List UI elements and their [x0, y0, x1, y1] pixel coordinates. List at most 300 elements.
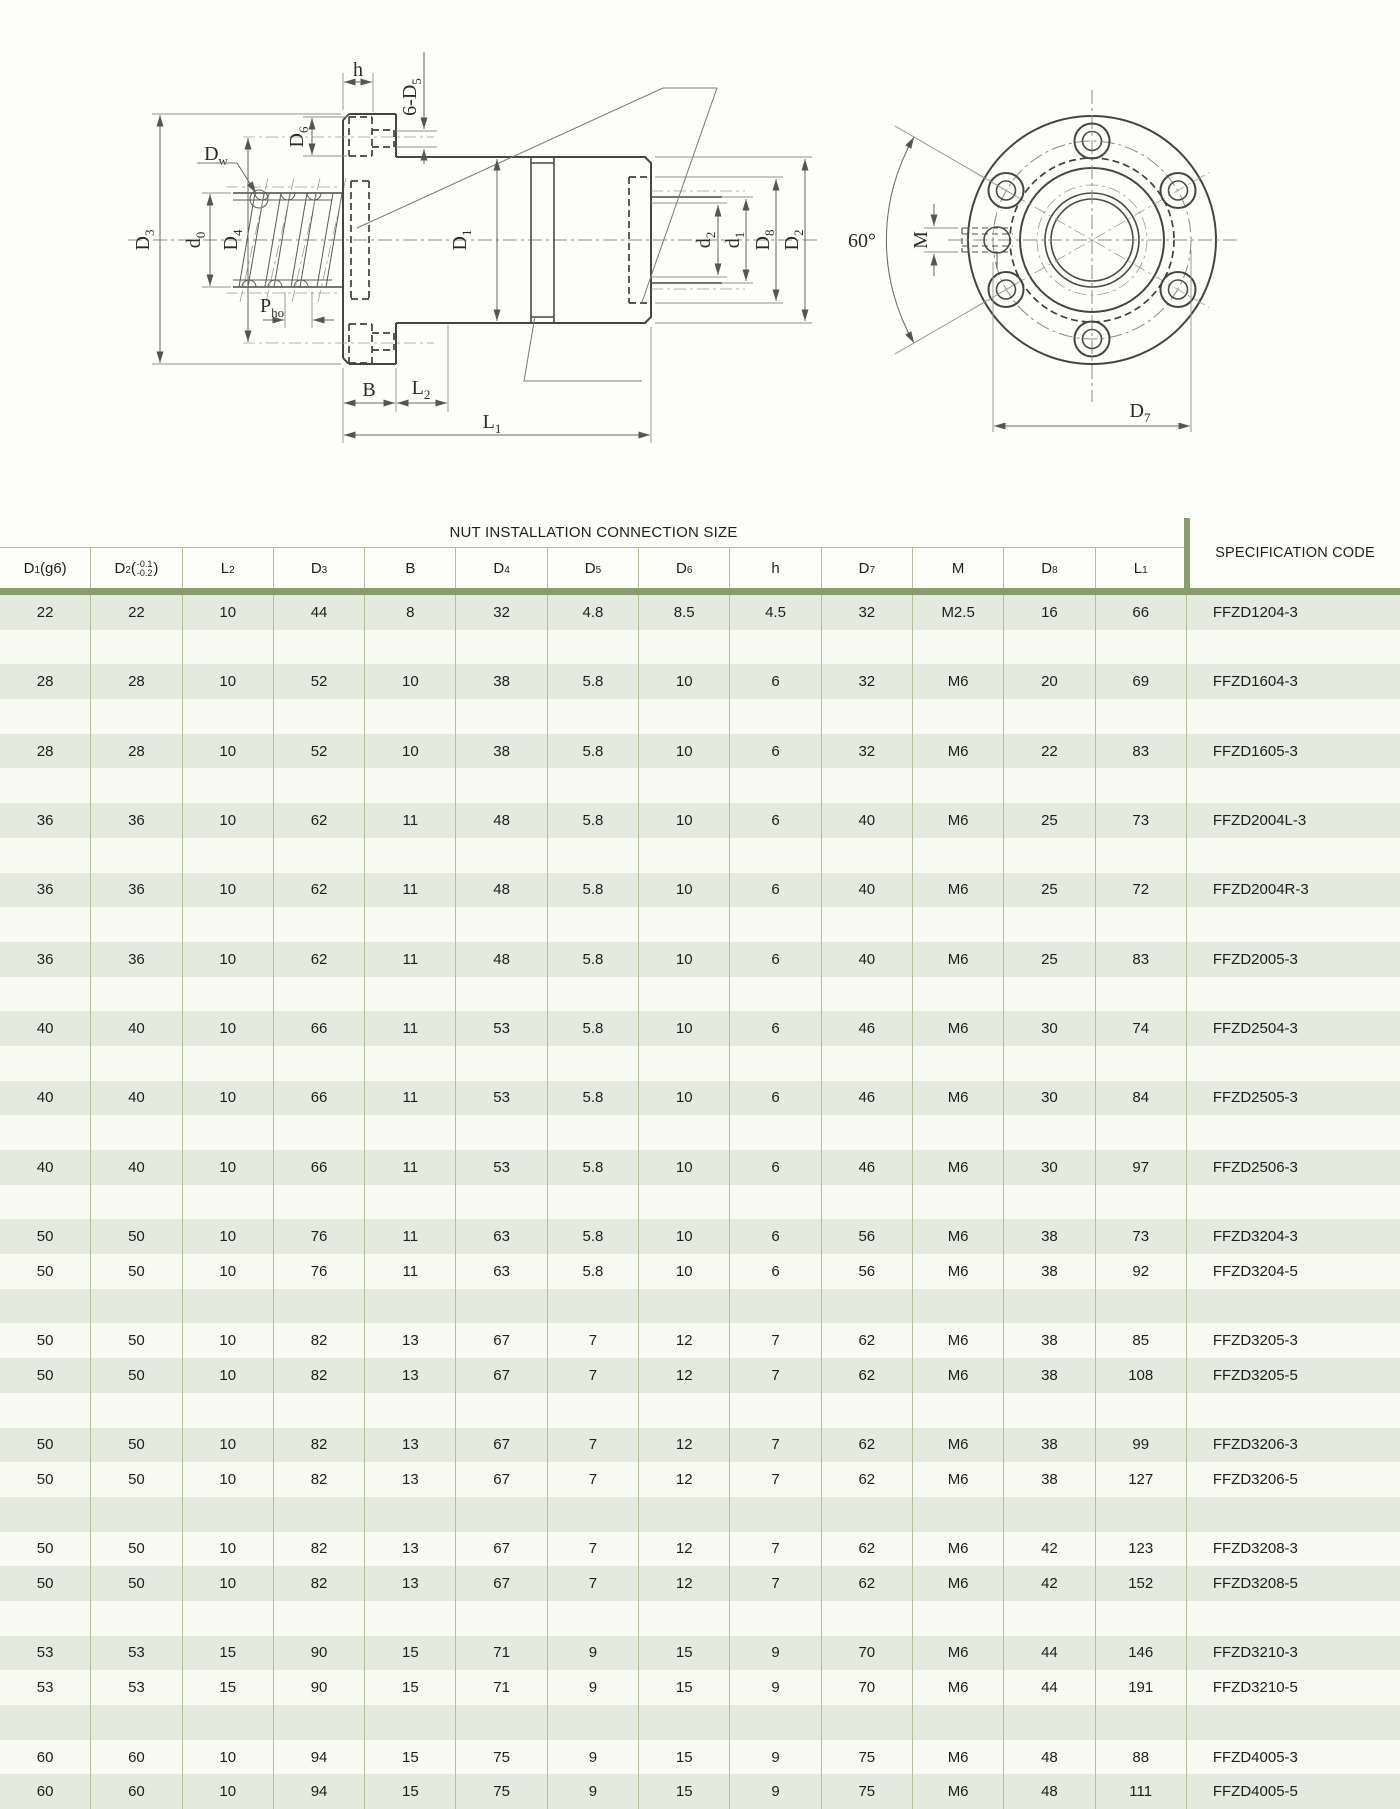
- table-cell: [456, 1393, 547, 1428]
- table-row: [0, 1774, 1400, 1809]
- table-row: [0, 1358, 1400, 1393]
- table-cell: [822, 1185, 913, 1220]
- spec-code-cell: [1187, 768, 1400, 803]
- table-cell: 70: [822, 1670, 913, 1705]
- table-cell: [1004, 1393, 1095, 1428]
- table-cell: [91, 1046, 182, 1081]
- table-cell: 108: [1096, 1358, 1187, 1393]
- table-cell: [913, 1393, 1004, 1428]
- table-cell: [913, 1115, 1004, 1150]
- table-cell: [639, 1497, 730, 1532]
- table-cell: [548, 768, 639, 803]
- table-cell: 48: [456, 803, 547, 838]
- table-cell: 11: [365, 803, 456, 838]
- table-cell: [274, 1289, 365, 1324]
- table-cell: 123: [1096, 1532, 1187, 1567]
- table-cell: 7: [548, 1462, 639, 1497]
- table-cell: M6: [913, 873, 1004, 908]
- table-cell: [1096, 1115, 1187, 1150]
- table-cell: [913, 699, 1004, 734]
- table-cell: 99: [1096, 1428, 1187, 1463]
- spec-code-cell: FFZD3208-3: [1212, 1540, 1298, 1558]
- table-cell: [730, 1115, 821, 1150]
- table-cell: 97: [1096, 1150, 1187, 1185]
- spec-code-cell: FFZD2004R-3: [1212, 881, 1309, 899]
- table-cell: 6: [730, 1150, 821, 1185]
- table-cell: [730, 838, 821, 873]
- table-cell: [1096, 768, 1187, 803]
- table-cell: 10: [183, 1740, 274, 1775]
- table-cell: 36: [0, 873, 91, 908]
- table-cell: [1096, 1601, 1187, 1636]
- table-cell: 48: [456, 942, 547, 977]
- table-cell: [913, 1705, 1004, 1740]
- column-header: L 1: [1096, 548, 1187, 589]
- table-cell: 40: [822, 803, 913, 838]
- table-cell: [1004, 1497, 1095, 1532]
- table-cell: M6: [913, 1323, 1004, 1358]
- table-cell: 10: [365, 734, 456, 769]
- label-big-d2: $D_2$: [781, 229, 806, 251]
- table-row: [0, 1670, 1400, 1705]
- label-d6: $D_6$: [286, 126, 311, 148]
- table-cell: [1096, 699, 1187, 734]
- table-cell: [91, 1185, 182, 1220]
- table-cell: [822, 977, 913, 1012]
- table-cell: 66: [274, 1081, 365, 1116]
- table-cell: [365, 699, 456, 734]
- table-cell: M6: [913, 1636, 1004, 1671]
- table-cell: 5.8: [548, 1011, 639, 1046]
- table-cell: 7: [730, 1323, 821, 1358]
- table-cell: 28: [91, 734, 182, 769]
- table-cell: 62: [822, 1323, 913, 1358]
- table-cell: 10: [639, 873, 730, 908]
- table-cell: [1004, 1705, 1095, 1740]
- label-60deg: 60°: [848, 230, 876, 252]
- table-cell: [822, 1289, 913, 1324]
- technical-drawing: [0, 0, 1400, 518]
- table-cell: [456, 1115, 547, 1150]
- table-cell: [639, 977, 730, 1012]
- table-cell: 10: [183, 873, 274, 908]
- table-cell: [183, 768, 274, 803]
- table-cell: 85: [1096, 1323, 1187, 1358]
- table-row: [0, 1740, 1400, 1775]
- table-cell: [274, 1705, 365, 1740]
- table-cell: M6: [913, 1566, 1004, 1601]
- table-cell: 12: [639, 1462, 730, 1497]
- table-cell: [913, 838, 1004, 873]
- label-d4: $D_4$: [220, 229, 245, 251]
- column-header: D 8: [1004, 548, 1095, 589]
- table-cell: [913, 768, 1004, 803]
- table-cell: 36: [91, 803, 182, 838]
- spec-code-cell: [1187, 1046, 1400, 1081]
- table-spacer-row: [0, 1046, 1400, 1081]
- spec-code-cell: [1187, 1393, 1400, 1428]
- table-cell: [822, 838, 913, 873]
- spec-code-header: SPECIFICATION CODE: [1215, 545, 1375, 561]
- table-cell: 7: [548, 1566, 639, 1601]
- table-cell: 50: [91, 1358, 182, 1393]
- spec-code-cell: [1187, 907, 1400, 942]
- column-header: D 5: [548, 548, 639, 589]
- table-cell: 12: [639, 1532, 730, 1567]
- spec-code-cell: [1187, 1185, 1400, 1220]
- table-cell: [822, 768, 913, 803]
- table-cell: [1004, 630, 1095, 665]
- table-cell: 38: [456, 664, 547, 699]
- spec-code-cell: [1187, 1497, 1400, 1532]
- table-cell: [639, 1601, 730, 1636]
- table-cell: [365, 1705, 456, 1740]
- table-cell: [183, 699, 274, 734]
- label-small-d2: $d_2$: [693, 231, 718, 249]
- table-cell: 6: [730, 942, 821, 977]
- table-cell: 30: [1004, 1081, 1095, 1116]
- table-spacer-row: [0, 907, 1400, 942]
- table-cell: [548, 1115, 639, 1150]
- column-header: D 1 (g6): [0, 548, 91, 589]
- table-cell: 10: [183, 1323, 274, 1358]
- table-cell: 6: [730, 1219, 821, 1254]
- table-cell: 52: [274, 664, 365, 699]
- label-d7: $D_7$: [1129, 400, 1151, 425]
- table-cell: 67: [456, 1532, 547, 1567]
- table-cell: M6: [913, 1462, 1004, 1497]
- spec-code-cell: FFZD3205-3: [1212, 1332, 1298, 1350]
- table-cell: [91, 768, 182, 803]
- spec-code-cell: [1187, 977, 1400, 1012]
- table-cell: 9: [548, 1670, 639, 1705]
- table-cell: 15: [365, 1636, 456, 1671]
- table-row: [0, 664, 1400, 699]
- table-cell: [183, 977, 274, 1012]
- table-cell: 67: [456, 1323, 547, 1358]
- table-cell: M2.5: [913, 595, 1004, 630]
- table-cell: 7: [730, 1462, 821, 1497]
- table-cell: [730, 1497, 821, 1532]
- table-cell: 11: [365, 1081, 456, 1116]
- table-cell: 74: [1096, 1011, 1187, 1046]
- table-cell: 22: [0, 595, 91, 630]
- table-cell: 50: [0, 1428, 91, 1463]
- table-cell: 20: [1004, 664, 1095, 699]
- table-cell: 48: [1004, 1774, 1095, 1809]
- table-cell: [730, 1289, 821, 1324]
- table-cell: 10: [183, 664, 274, 699]
- table-cell: [822, 1705, 913, 1740]
- table-cell: [730, 977, 821, 1012]
- table-cell: M6: [913, 803, 1004, 838]
- table-cell: 50: [0, 1254, 91, 1289]
- table-cell: [548, 1185, 639, 1220]
- spec-code-cell: [1187, 1601, 1400, 1636]
- table-cell: [822, 907, 913, 942]
- table-cell: 56: [822, 1219, 913, 1254]
- table-row: [0, 1462, 1400, 1497]
- table-cell: 63: [456, 1219, 547, 1254]
- table-cell: 10: [639, 1011, 730, 1046]
- table-cell: 38: [1004, 1219, 1095, 1254]
- table-cell: 75: [822, 1740, 913, 1775]
- table-spacer-row: [0, 1289, 1400, 1324]
- table-cell: 40: [822, 942, 913, 977]
- table-cell: [365, 838, 456, 873]
- table-cell: [913, 1046, 1004, 1081]
- table-cell: [1004, 1185, 1095, 1220]
- table-cell: [639, 1393, 730, 1428]
- table-cell: 10: [183, 1011, 274, 1046]
- table-cell: [365, 1115, 456, 1150]
- table-cell: 6: [730, 734, 821, 769]
- table-cell: 9: [548, 1774, 639, 1809]
- table-cell: 76: [274, 1254, 365, 1289]
- table-cell: [183, 1115, 274, 1150]
- table-cell: 13: [365, 1323, 456, 1358]
- table-cell: [0, 977, 91, 1012]
- table-cell: 25: [1004, 942, 1095, 977]
- table-row: [0, 1011, 1400, 1046]
- table-cell: 7: [548, 1532, 639, 1567]
- table-cell: 90: [274, 1636, 365, 1671]
- table-cell: 50: [0, 1358, 91, 1393]
- table-cell: [822, 699, 913, 734]
- table-cell: 62: [822, 1358, 913, 1393]
- end-view: [848, 90, 1238, 432]
- table-cell: 7: [730, 1566, 821, 1601]
- table-cell: 71: [456, 1670, 547, 1705]
- table-cell: 38: [1004, 1462, 1095, 1497]
- table-row: [0, 873, 1400, 908]
- table-cell: 10: [183, 942, 274, 977]
- table-cell: 30: [1004, 1150, 1095, 1185]
- table-cell: 83: [1096, 734, 1187, 769]
- column-header: D 2 ( -0.1 -0.2 ): [91, 548, 182, 589]
- table-cell: [0, 838, 91, 873]
- table-cell: M6: [913, 734, 1004, 769]
- table-cell: 82: [274, 1566, 365, 1601]
- table-cell: 12: [639, 1323, 730, 1358]
- table-cell: M6: [913, 1150, 1004, 1185]
- table-cell: 40: [91, 1150, 182, 1185]
- table-cell: M6: [913, 1011, 1004, 1046]
- table-cell: 75: [456, 1774, 547, 1809]
- table-cell: 90: [274, 1670, 365, 1705]
- table-cell: [730, 1601, 821, 1636]
- table-cell: [274, 1115, 365, 1150]
- spec-code-cell: FFZD3210-3: [1212, 1644, 1298, 1662]
- table-cell: 9: [548, 1740, 639, 1775]
- table-cell: 40: [0, 1011, 91, 1046]
- spec-code-cell: [1187, 1289, 1400, 1324]
- table-cell: 25: [1004, 803, 1095, 838]
- label-d3: $D_3$: [132, 229, 157, 251]
- table-cell: [365, 1185, 456, 1220]
- table-cell: 73: [1096, 803, 1187, 838]
- spec-code-cell: FFZD3204-3: [1212, 1228, 1298, 1246]
- table-cell: 11: [365, 1150, 456, 1185]
- table-cell: [456, 907, 547, 942]
- table-cell: [456, 1046, 547, 1081]
- label-b: B: [362, 379, 376, 401]
- table-cell: [91, 1601, 182, 1636]
- table-cell: [274, 907, 365, 942]
- table-cell: 50: [91, 1428, 182, 1463]
- table-cell: [913, 977, 1004, 1012]
- table-cell: 11: [365, 1254, 456, 1289]
- spec-code-cell: FFZD1605-3: [1212, 742, 1298, 760]
- table-cell: [1004, 838, 1095, 873]
- table-cell: 5.8: [548, 1081, 639, 1116]
- table-cell: 8.5: [639, 595, 730, 630]
- table-cell: 6: [730, 873, 821, 908]
- table-cell: [91, 1289, 182, 1324]
- table-row: [0, 1219, 1400, 1254]
- table-cell: [1096, 838, 1187, 873]
- table-cell: 71: [456, 1636, 547, 1671]
- table-cell: [91, 1497, 182, 1532]
- table-cell: 12: [639, 1358, 730, 1393]
- table-cell: 7: [548, 1323, 639, 1358]
- table-cell: M6: [913, 1774, 1004, 1809]
- table-cell: [1096, 1393, 1187, 1428]
- section-view: [128, 52, 818, 443]
- table-cell: [91, 1393, 182, 1428]
- table-cell: 10: [639, 1254, 730, 1289]
- table-cell: 127: [1096, 1462, 1187, 1497]
- table-cell: 75: [456, 1740, 547, 1775]
- table-cell: 44: [1004, 1670, 1095, 1705]
- table-cell: 5.8: [548, 873, 639, 908]
- table-spacer-row: [0, 1185, 1400, 1220]
- table-spacer-row: [0, 768, 1400, 803]
- table-spacer-row: [0, 1705, 1400, 1740]
- label-6xd5: $6-D_5$: [399, 78, 424, 116]
- table-cell: 28: [91, 664, 182, 699]
- table-cell: [1096, 1046, 1187, 1081]
- table-cell: 38: [1004, 1254, 1095, 1289]
- table-cell: [548, 907, 639, 942]
- table-cell: [548, 838, 639, 873]
- table-cell: [548, 699, 639, 734]
- table-cell: [365, 1046, 456, 1081]
- table-cell: [639, 1115, 730, 1150]
- table-row: [0, 595, 1400, 630]
- table-cell: M6: [913, 664, 1004, 699]
- table-cell: [456, 768, 547, 803]
- table-cell: 75: [822, 1774, 913, 1809]
- table-cell: 40: [0, 1081, 91, 1116]
- table-cell: [0, 699, 91, 734]
- table-cell: 60: [0, 1740, 91, 1775]
- table-cell: [365, 1601, 456, 1636]
- table-cell: 67: [456, 1428, 547, 1463]
- table-cell: 53: [456, 1081, 547, 1116]
- table-cell: 76: [274, 1219, 365, 1254]
- table-cell: 10: [639, 803, 730, 838]
- table-cell: [639, 630, 730, 665]
- table-cell: 48: [1004, 1740, 1095, 1775]
- spec-code-cell: FFZD3206-3: [1212, 1436, 1298, 1454]
- table-cell: [0, 907, 91, 942]
- table-cell: 53: [0, 1670, 91, 1705]
- table-spacer-row: [0, 1393, 1400, 1428]
- spec-code-cell: FFZD3205-5: [1212, 1366, 1298, 1384]
- table-cell: 10: [183, 1081, 274, 1116]
- table-cell: [1004, 768, 1095, 803]
- table-cell: 66: [274, 1011, 365, 1046]
- table-spacer-row: [0, 630, 1400, 665]
- table-cell: 50: [91, 1566, 182, 1601]
- table-cell: 7: [730, 1358, 821, 1393]
- table-cell: 84: [1096, 1081, 1187, 1116]
- table-spacer-row: [0, 838, 1400, 873]
- table-cell: [548, 1497, 639, 1532]
- table-cell: [0, 1115, 91, 1150]
- table-cell: 10: [183, 1358, 274, 1393]
- column-header: D 3: [274, 548, 365, 589]
- table-cell: 146: [1096, 1636, 1187, 1671]
- table-cell: [1004, 907, 1095, 942]
- table-cell: 67: [456, 1462, 547, 1497]
- table-cell: [730, 907, 821, 942]
- table-cell: 36: [0, 942, 91, 977]
- table-cell: 50: [0, 1566, 91, 1601]
- table-cell: 5.8: [548, 1219, 639, 1254]
- table-cell: 10: [183, 734, 274, 769]
- spec-code-cell: [1187, 1115, 1400, 1150]
- table-cell: 15: [639, 1670, 730, 1705]
- column-header: D 4: [456, 548, 547, 589]
- table-cell: M6: [913, 942, 1004, 977]
- label-l2: $L_2$: [411, 377, 431, 402]
- table-cell: [913, 907, 1004, 942]
- table-cell: 9: [548, 1636, 639, 1671]
- table-cell: [456, 630, 547, 665]
- table-cell: 66: [274, 1150, 365, 1185]
- table-cell: [730, 699, 821, 734]
- table-cell: 10: [183, 1566, 274, 1601]
- header-divider-line: [0, 588, 1400, 595]
- table-cell: [183, 838, 274, 873]
- table-cell: [274, 1497, 365, 1532]
- label-h: h: [353, 59, 363, 81]
- table-cell: 63: [456, 1254, 547, 1289]
- table-cell: 15: [365, 1670, 456, 1705]
- table-cell: 50: [0, 1462, 91, 1497]
- table-cell: 53: [456, 1150, 547, 1185]
- table-cell: [456, 1705, 547, 1740]
- table-cell: [730, 1185, 821, 1220]
- table-cell: [0, 1289, 91, 1324]
- table-cell: 152: [1096, 1566, 1187, 1601]
- spec-code-cell: FFZD2505-3: [1212, 1089, 1298, 1107]
- table-row: [0, 1566, 1400, 1601]
- table-cell: [91, 699, 182, 734]
- table-cell: 10: [639, 942, 730, 977]
- table-cell: [0, 1393, 91, 1428]
- table-cell: 40: [822, 873, 913, 908]
- table-cell: [1096, 1497, 1187, 1532]
- table-cell: M6: [913, 1081, 1004, 1116]
- table-cell: [548, 1705, 639, 1740]
- table-cell: 5.8: [548, 803, 639, 838]
- table-spacer-row: [0, 977, 1400, 1012]
- spec-code-cell: [1187, 1705, 1400, 1740]
- table-cell: 13: [365, 1462, 456, 1497]
